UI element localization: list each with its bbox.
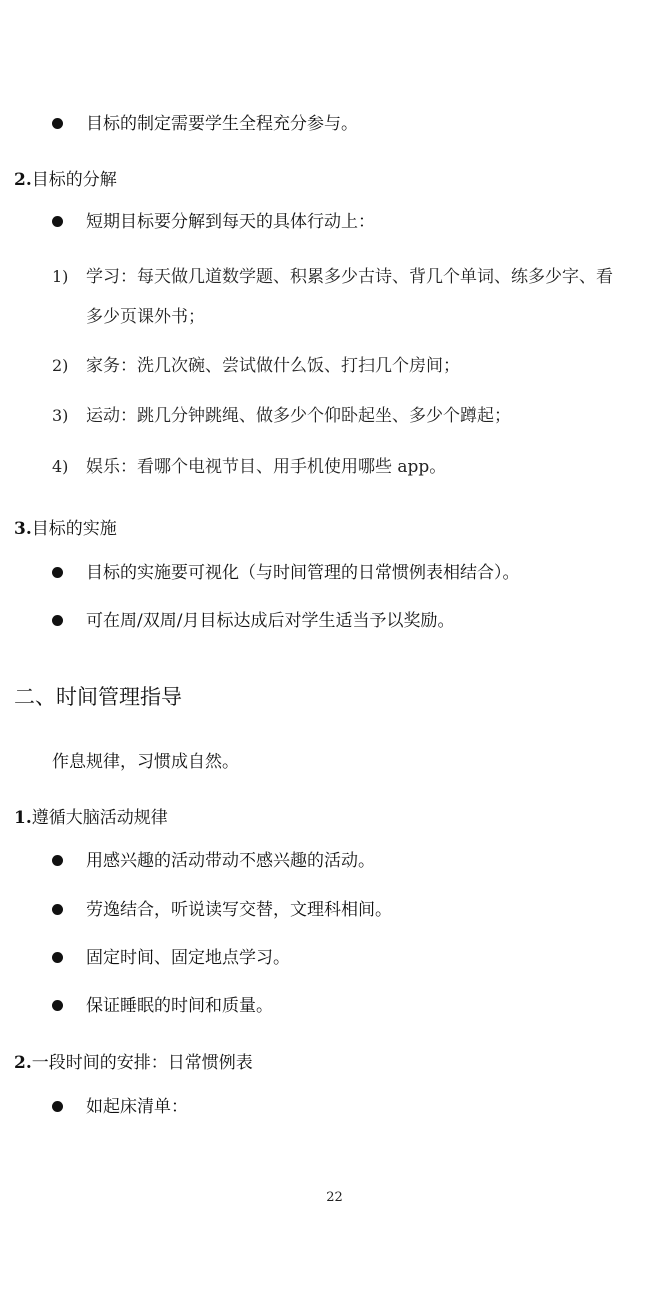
section-title: 二、时间管理指导 xyxy=(14,685,182,709)
bullet-text: 短期目标要分解到每天的具体行动上： xyxy=(86,212,375,232)
intro-paragraph: 作息规律，习惯成自然。 xyxy=(52,752,239,772)
bullet-text: 如起床清单： xyxy=(86,1097,188,1117)
subsection-title: 遵循大脑活动规律 xyxy=(31,808,168,828)
subsection-title: 目标的分解 xyxy=(31,170,117,190)
bullet-dot xyxy=(52,904,63,915)
bullet-dot xyxy=(52,216,63,227)
bullet-dot xyxy=(52,118,63,129)
numbered-text: 学习：每天做几道数学题、积累多少古诗、背几个单词、练多少字、看 xyxy=(86,267,613,287)
subsection-number: 3. xyxy=(14,519,32,539)
bullet-text: 固定时间、固定地点学习。 xyxy=(86,948,290,968)
page-number: 22 xyxy=(326,1190,343,1205)
bullet-text: 劳逸结合，听说读写交替，文理科相间。 xyxy=(86,900,392,920)
numbered-text: 娱乐：看哪个电视节目、用手机使用哪些 app。 xyxy=(86,457,447,477)
numbered-label: 3) xyxy=(52,406,69,425)
subsection-number: 2. xyxy=(14,1053,32,1073)
subsection-heading xyxy=(14,169,117,191)
subsection-title: 目标的实施 xyxy=(31,519,117,539)
bullet-dot xyxy=(52,615,63,626)
subsection-heading xyxy=(14,807,168,829)
bullet-dot xyxy=(52,1101,63,1112)
subsection-heading xyxy=(14,518,117,540)
numbered-text: 家务：洗几次碗、尝试做什么饭、打扫几个房间； xyxy=(86,356,460,376)
bullet-dot xyxy=(52,567,63,578)
bullet-dot xyxy=(52,1000,63,1011)
bullet-text: 可在周/双周/月目标达成后对学生适当予以奖励。 xyxy=(86,611,455,631)
bullet-text: 目标的制定需要学生全程充分参与。 xyxy=(86,114,358,134)
numbered-label: 1) xyxy=(52,267,69,286)
numbered-text: 运动：跳几分钟跳绳、做多少个仰卧起坐、多少个蹲起； xyxy=(86,406,511,426)
subsection-heading xyxy=(14,1052,253,1074)
subsection-number: 2. xyxy=(14,170,32,190)
bullet-text: 保证睡眠的时间和质量。 xyxy=(86,996,273,1016)
numbered-label: 2) xyxy=(52,356,69,375)
bullet-dot xyxy=(52,855,63,866)
bullet-dot xyxy=(52,952,63,963)
subsection-number: 1. xyxy=(14,808,32,828)
bullet-text: 目标的实施要可视化（与时间管理的日常惯例表相结合）。 xyxy=(86,563,520,583)
numbered-text-continued: 多少页课外书； xyxy=(86,307,205,327)
numbered-label: 4) xyxy=(52,457,69,476)
subsection-title: 一段时间的安排：日常惯例表 xyxy=(31,1053,253,1073)
bullet-text: 用感兴趣的活动带动不感兴趣的活动。 xyxy=(86,851,375,871)
